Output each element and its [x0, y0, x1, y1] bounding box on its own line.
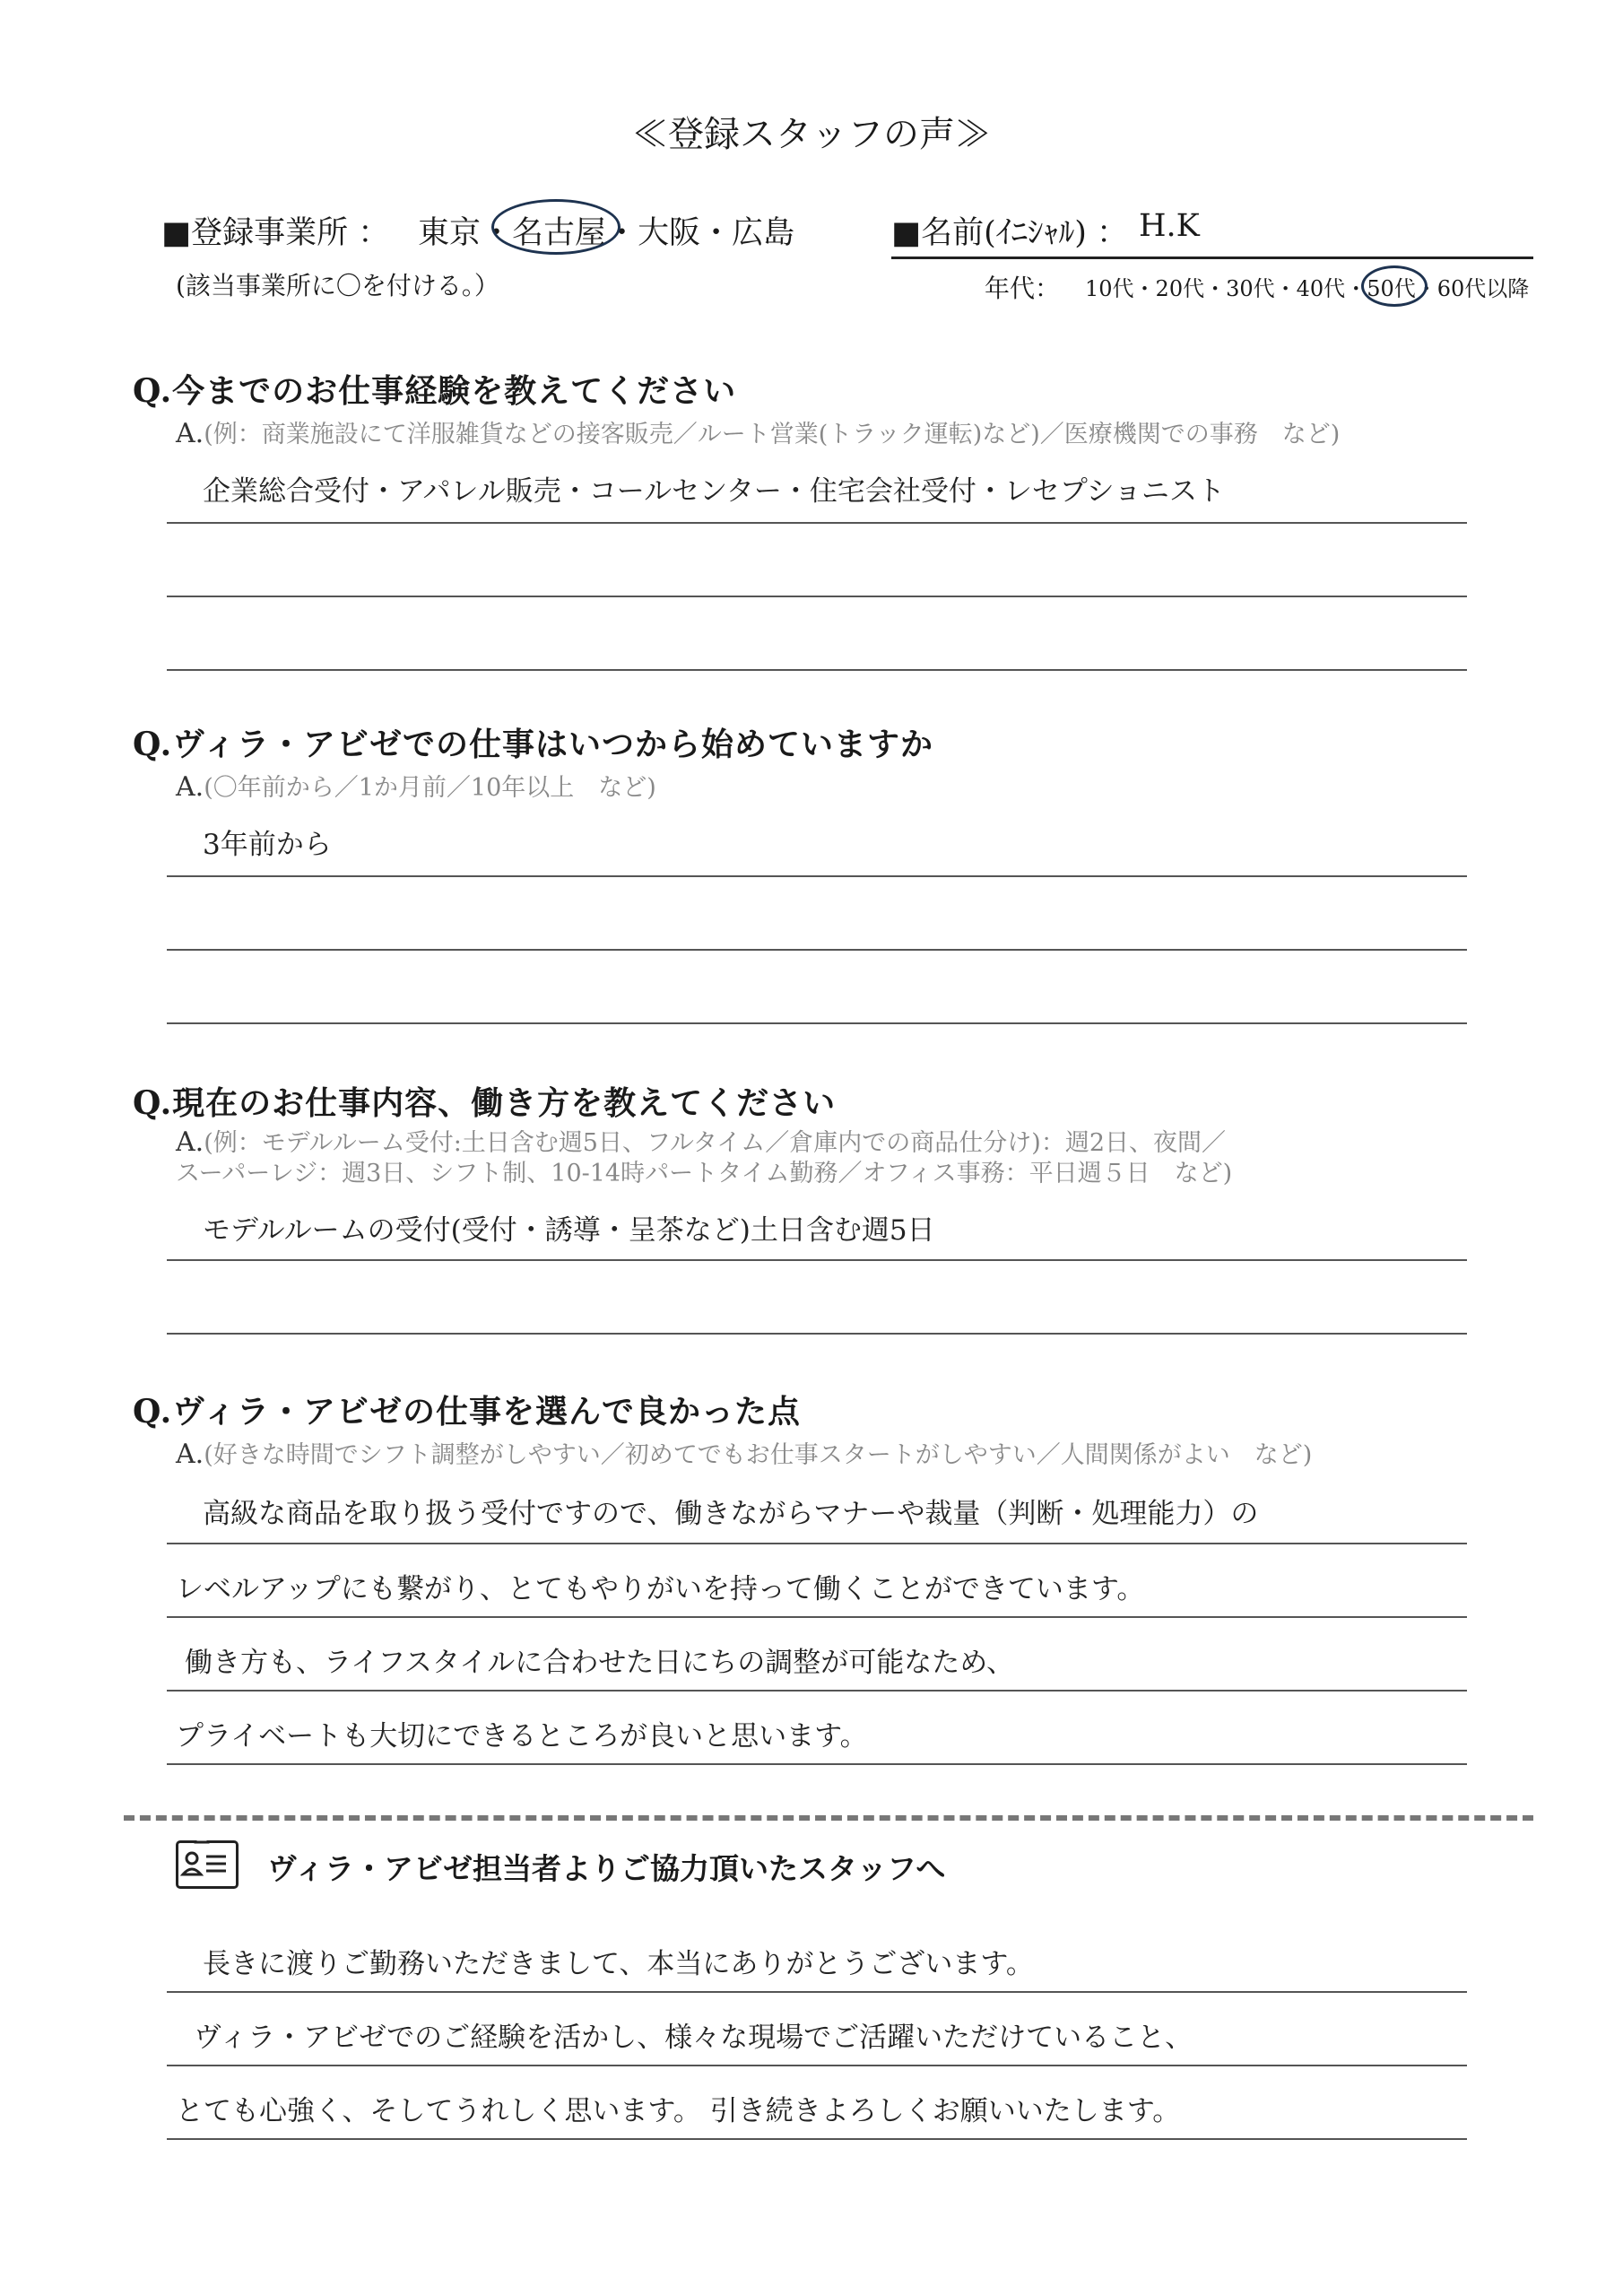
name-value: H.K — [1139, 208, 1200, 244]
age-10s: 10代 — [1085, 276, 1134, 301]
answer-rule — [167, 596, 1467, 597]
answer-rule — [167, 949, 1467, 951]
selected-age-circle — [1361, 265, 1428, 307]
staff-message-line-2: ヴィラ・アビゼでのご経験を活かし、様々な現場でご活躍いただけていること、 — [194, 2022, 1193, 2054]
answer-rule — [167, 1690, 1467, 1692]
message-rule — [167, 2138, 1467, 2140]
answer-3-line-1: モデルルームの受付(受付・誘導・呈茶など)土日含む週5日 — [203, 1214, 935, 1247]
answer-rule — [167, 1333, 1467, 1335]
answer-prefix: A. — [176, 418, 204, 449]
selected-office-circle — [491, 199, 621, 255]
answer-prefix: A. — [176, 771, 204, 803]
age-30s: 30代 — [1226, 276, 1275, 301]
answer-prefix: A. — [176, 1439, 204, 1470]
name-underline — [891, 257, 1533, 259]
answer-4-line-2: レベルアップにも繋がり、とてもやりがいを持って働くことができています。 — [176, 1573, 1145, 1605]
answer-rule — [167, 669, 1467, 671]
name-label: ■名前(ｲﾆｼｬﾙ) ： — [891, 215, 1129, 251]
message-rule — [167, 2065, 1467, 2066]
office-separator: ・ — [481, 215, 513, 251]
answer-rule — [167, 522, 1467, 524]
answer-1-line-1: 企業総合受付・アパレル販売・コールセンター・住宅会社受付・レセプショニスト — [203, 475, 1226, 508]
office-tokyo: 東京 — [418, 215, 482, 251]
hint-3-line-2: スーパーレジ：週3日、シフト制、10-14時パートタイム勤務／オフィス事務：平日週５日 など) — [176, 1160, 1233, 1187]
age-40s: 40代 — [1296, 276, 1346, 301]
answer-rule — [167, 1543, 1467, 1544]
answer-4-line-4: プライベートも大切にできるところが良いと思います。 — [176, 1720, 868, 1752]
answer-rule — [167, 1022, 1467, 1024]
age-label: 年代： — [985, 274, 1061, 303]
hint-1: A.(例：商業施設にて洋服雑貨などの接客販売／ルート営業(トラック運転)など)／医療機関での事務 など) — [176, 418, 1341, 449]
office-label: ■登録事業所 ： — [161, 215, 390, 251]
office-hiroshima: 広島 — [732, 215, 795, 251]
age-60s-plus: 60代以降 — [1436, 276, 1530, 301]
question-4: Q.ヴィラ・アビゼの仕事を選んで良かった点 — [133, 1393, 801, 1431]
question-1: Q.今までのお仕事経験を教えてください — [133, 372, 737, 410]
question-2: Q.ヴィラ・アビゼでの仕事はいつから始めていますか — [133, 726, 933, 763]
answer-rule — [167, 1616, 1467, 1618]
answer-rule — [167, 1763, 1467, 1765]
answer-rule — [167, 875, 1467, 877]
answer-rule — [167, 1259, 1467, 1261]
question-3: Q.現在のお仕事内容、働き方を教えてください — [133, 1084, 837, 1122]
page-title: ≪登録スタッフの声≫ — [632, 114, 991, 155]
answer-4-line-1: 高級な商品を取り扱う受付ですので、働きながらマナーや裁量（判断・処理能力）の — [203, 1498, 1259, 1530]
answer-4-line-3: 働き方も、ライフスタイルに合わせた日にちの調整が可能なため、 — [185, 1647, 1015, 1679]
hint-2: A.(〇年前から／1か月前／10年以上 など) — [176, 771, 656, 803]
office-nagoya: 名古屋 — [512, 215, 607, 251]
answer-prefix: A. — [176, 1126, 204, 1158]
office-note: (該当事業所に〇を付ける。） — [176, 271, 499, 300]
age-50s: 50代 — [1367, 276, 1416, 301]
hint-4: A.(好きな時間でシフト調整がしやすい／初めてでもお仕事スタートがしやすい／人間関係がよい など) — [176, 1439, 1313, 1470]
staff-message-line-3: とても心強く、そしてうれしく思います。 引き続きよろしくお願いいたします。 — [176, 2095, 1181, 2127]
id-card-icon — [176, 1840, 239, 1889]
answer-2-line-1: 3年前から — [203, 829, 332, 861]
message-rule — [167, 1991, 1467, 1993]
office-separator: ・ — [606, 215, 638, 251]
office-osaka: 大阪 — [638, 215, 701, 251]
staff-message-line-1: 長きに渡りご勤務いただきまして、本当にありがとうございます。 — [203, 1948, 1034, 1980]
age-20s: 20代 — [1155, 276, 1205, 301]
office-separator: ・ — [700, 215, 733, 251]
staff-message-heading: ヴィラ・アビゼ担当者よりご協力頂いたスタッフへ — [267, 1851, 946, 1886]
age-list: 10代・20代・30代・40代・50代・60代以降 — [1085, 276, 1530, 301]
hint-3: A.(例：モデルルーム受付:土日含む週5日、フルタイム／倉庫内での商品仕分け)：週2日、夜間／ — [176, 1126, 1226, 1158]
section-divider — [124, 1815, 1533, 1821]
